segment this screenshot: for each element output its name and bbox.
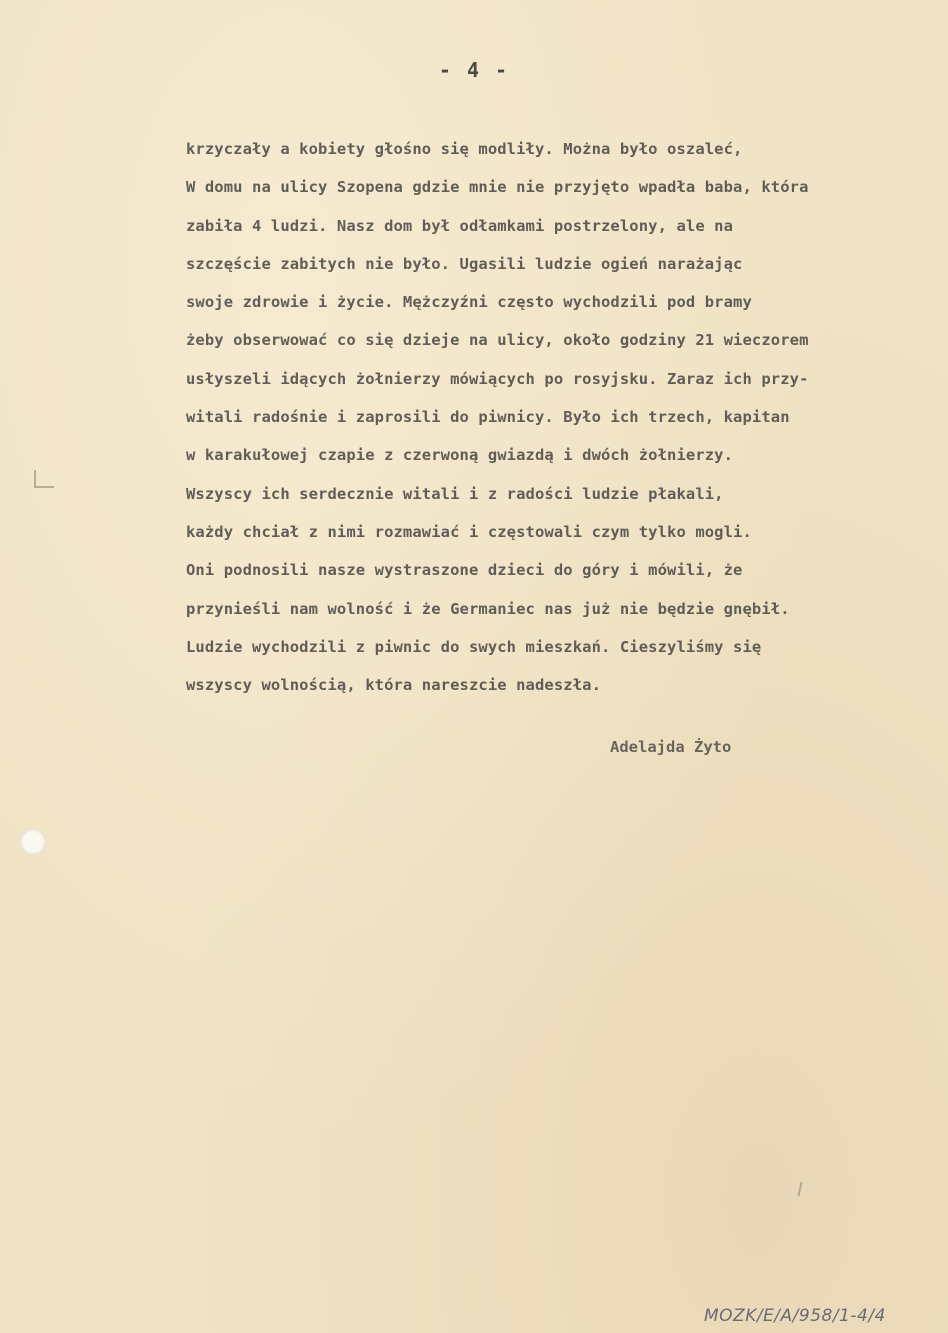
margin-mark-tick: [34, 470, 36, 486]
text-line: przynieśli nam wolność i że Germaniec nas już nie będzie gnębił.: [186, 599, 790, 618]
archive-reference: MOZK/E/A/958/1-4/4: [704, 1306, 886, 1326]
text-line: każdy chciał z nimi rozmawiać i częstowali czym tylko mogli.: [186, 522, 752, 541]
text-line: wszyscy wolnością, która nareszcie nadeszła.: [186, 676, 601, 695]
text-line: Ludzie wychodzili z piwnic do swych mieszkań. Cieszyliśmy się: [186, 637, 762, 656]
text-line: szczęście zabitych nie było. Ugasili ludzie ogień narażając: [186, 254, 743, 273]
text-line: W domu na ulicy Szopena gdzie mnie nie przyjęto wpadła baba, która: [186, 178, 809, 197]
text-line: usłyszeli idących żołnierzy mówiących po rosyjsku. Zaraz ich przy-: [186, 369, 809, 388]
text-line: krzyczały a kobiety głośno się modliły. Można było oszaleć,: [186, 140, 743, 158]
text-line: Wszyscy ich serdecznie witali i z radości ludzie płakali,: [186, 484, 724, 503]
text-line: w karakułowej czapie z czerwoną gwiazdą i dwóch żołnierzy.: [186, 446, 734, 465]
pencil-mark: [798, 1182, 802, 1196]
margin-mark: [34, 486, 54, 488]
page-number: - 4 -: [438, 58, 510, 82]
text-line: Oni podnosili nasze wystraszone dzieci do góry i mówili, że: [186, 561, 743, 580]
text-line: zabiła 4 ludzi. Nasz dom był odłamkami postrzelony, ale na: [186, 216, 734, 235]
typewritten-body: [186, 130, 946, 704]
punch-hole: [20, 829, 46, 855]
text-line: swoje zdrowie i życie. Mężczyźni często wychodzili pod bramy: [186, 293, 752, 312]
author-signature: Adelajda Żyto: [610, 738, 732, 756]
text-line: żeby obserwować co się dzieje na ulicy, około godziny 21 wieczorem: [186, 331, 809, 350]
text-line: witali radośnie i zaprosili do piwnicy. Było ich trzech, kapitan: [186, 408, 790, 427]
